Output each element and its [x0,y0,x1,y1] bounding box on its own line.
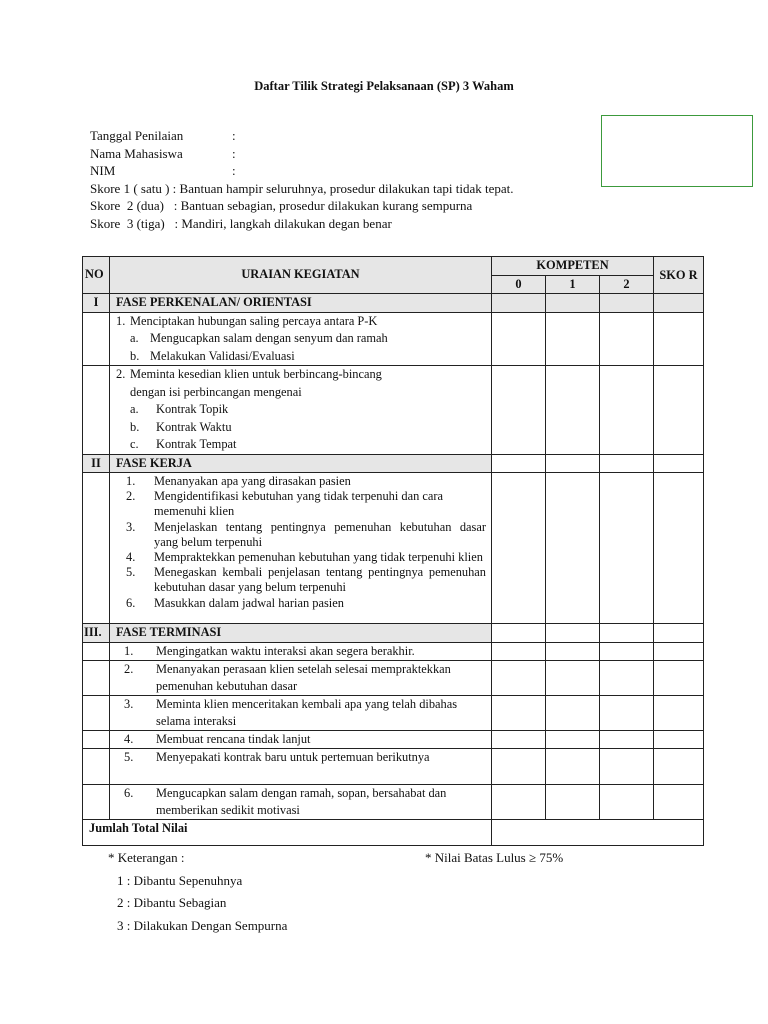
section-1-title: FASE PERKENALAN/ ORIENTASI [110,294,492,313]
score-cell[interactable] [600,642,654,660]
item-number: 1. [116,313,126,328]
score-cell[interactable] [654,695,704,730]
item-text: Masukkan dalam jadwal harian pasien [154,595,344,610]
terminasi-item-3 [110,695,492,730]
item-number: 4. [126,550,136,565]
sub-text: Mengucapkan salam dengan senyum dan ramah [150,331,388,345]
item-number: 6. [126,595,136,610]
item-number: 2. [124,661,134,676]
terminasi-item-2 [110,660,492,695]
score-cell[interactable] [492,784,546,819]
item-1-1 [110,312,492,366]
score-cell[interactable] [546,748,600,784]
no-cell [83,473,110,624]
item-text: Menanyakan apa yang dirasakan pasien [154,474,351,488]
score-cell[interactable] [600,624,654,643]
no-cell [83,730,110,748]
score-cell[interactable] [654,624,704,643]
no-cell [83,784,110,819]
total-label: Jumlah Total Nilai [83,819,492,845]
score-cell[interactable] [546,624,600,643]
nim-colon: : [232,163,236,178]
score-cell[interactable] [600,730,654,748]
item-text: Mengucapkan salam dengan ramah, sopan, bersahabat dan memberikan sedikit motivasi [156,785,447,817]
score-cell[interactable] [546,730,600,748]
score-cell[interactable] [492,473,546,624]
item-text: Mengidentifikasi kebutuhan yang tidak terpenuhi dan cara memenuhi klien [154,489,444,519]
header-k2: 2 [600,275,654,294]
score-cell[interactable] [492,695,546,730]
score-cell[interactable] [546,312,600,366]
item-text: Mengingatkan waktu interaksi akan segera berakhir. [156,643,415,658]
header-kompeten: KOMPETEN [492,257,654,276]
score-cell[interactable] [546,473,600,624]
score-cell[interactable] [654,312,704,366]
skore1-text: Skore 1 ( satu ) : Bantuan hampir seluruhnya, prosedur dilakukan tapi tidak tepat. [90,180,514,196]
keterangan-3: 3 : Dilakukan Dengan Sempurna [117,918,288,933]
score-cell[interactable] [492,730,546,748]
score-cell[interactable] [492,624,546,643]
keterangan-1: 1 : Dibantu Sepenuhnya [117,873,243,888]
sub-text: Kontrak Waktu [156,419,232,434]
score-cell[interactable] [600,454,654,473]
item-number: 5. [126,565,136,580]
item-text: Menciptakan hubungan saling percaya antara P-K [130,313,378,328]
score-cell[interactable] [654,366,704,455]
item-number: 4. [124,731,134,746]
item-number: 1. [126,474,136,488]
sub-text: Kontrak Topik [156,402,229,416]
no-cell [83,366,110,455]
score-cell[interactable] [600,784,654,819]
terminasi-item-6 [110,784,492,819]
item-number: 5. [124,749,134,764]
skore3-text: Skore 3 (tiga) : Mandiri, langkah dilakukan degan benar [90,215,392,231]
score-cell[interactable] [654,660,704,695]
score-cell[interactable] [654,294,704,313]
kerja-items [110,473,492,624]
score-cell[interactable] [654,642,704,660]
score-cell[interactable] [546,784,600,819]
score-cell[interactable] [492,748,546,784]
score-cell[interactable] [492,454,546,473]
score-cell[interactable] [600,660,654,695]
no-cell [83,312,110,366]
item-text: Meminta kesedian klien untuk berbincang-bincang [130,367,382,381]
no-cell [83,695,110,730]
sub-letter: a. [130,402,139,416]
section-1-no: I [83,294,110,313]
no-cell [83,660,110,695]
section-3-title: FASE TERMINASI [110,624,492,643]
item-text-cont: dengan isi perbincangan mengenai [130,384,302,399]
item-text: Menegaskan kembali penjelasan tentang pentingnya pemenuhan kebutuhan dasar yang belum terpenuhi [154,565,486,595]
nama-colon: : [232,145,236,161]
score-cell[interactable] [654,748,704,784]
item-text: Menyepakati kontrak baru untuk pertemuan berikutnya [156,749,430,764]
nama-label: Nama Mahasiswa [90,145,183,161]
item-number: 3. [126,519,136,534]
header-no: NO [83,257,110,294]
score-cell[interactable] [654,454,704,473]
item-1-2 [110,366,492,455]
nim-label: NIM [90,163,116,178]
score-cell[interactable] [654,473,704,624]
sub-letter: b. [130,348,140,363]
keterangan-2: 2 : Dibantu Sebagian [117,895,227,910]
sub-letter: b. [130,419,140,434]
sub-letter: c. [130,437,139,451]
score-cell[interactable] [492,642,546,660]
score-cell[interactable] [546,366,600,455]
score-cell[interactable] [546,695,600,730]
score-cell[interactable] [546,660,600,695]
sub-text: Kontrak Tempat [156,437,237,451]
score-cell[interactable] [600,294,654,313]
sub-letter: a. [130,331,139,345]
skore2-text: Skore 2 (dua) : Bantuan sebagian, prosedur dilakukan kurang sempurna [90,198,473,213]
item-text: Meminta klien menceritakan kembali apa yang telah dibahas selama interaksi [156,696,458,728]
score-cell[interactable] [654,784,704,819]
nilai-batas-lulus: * Nilai Batas Lulus ≥ 75% [425,850,564,865]
tanggal-label: Tanggal Penilaian [90,128,184,143]
item-text: Membuat rencana tindak lanjut [156,731,311,746]
item-number: 3. [124,696,134,711]
item-text: Menanyakan perasaan klien setelah selesai mempraktekkan pemenuhan kebutuhan dasar [156,661,451,693]
score-box [601,115,753,187]
score-cell[interactable] [546,642,600,660]
section-3-no: III. [83,624,110,643]
page-title: Daftar Tilik Strategi Pelaksanaan (SP) 3 Waham [254,79,514,93]
score-cell[interactable] [600,312,654,366]
score-cell[interactable] [492,294,546,313]
no-cell [83,748,110,784]
tanggal-colon: : [232,128,236,143]
item-number: 2. [116,367,126,381]
keterangan-label: * Keterangan : [108,850,185,865]
header-uraian: URAIAN KEGIATAN [110,257,492,294]
score-cell[interactable] [492,312,546,366]
score-cell[interactable] [654,730,704,748]
score-cell[interactable] [492,366,546,455]
score-cell[interactable] [600,748,654,784]
terminasi-item-5 [110,748,492,784]
header-skor: SKO R [654,257,704,294]
score-cell[interactable] [492,660,546,695]
header-k0: 0 [492,275,546,294]
section-2-no: II [83,454,110,473]
item-number: 1. [124,643,134,658]
score-cell[interactable] [600,695,654,730]
terminasi-item-1 [110,642,492,660]
item-text: Menjelaskan tentang pentingnya pemenuhan kebutuhan dasar yang belum terpenuhi [154,519,486,549]
no-cell [83,642,110,660]
score-cell[interactable] [546,294,600,313]
checklist-table [82,256,704,846]
sub-text: Melakukan Validasi/Evaluasi [150,348,295,363]
item-number: 6. [124,785,134,800]
terminasi-item-4 [110,730,492,748]
score-cell[interactable] [546,454,600,473]
item-text: Mempraktekkan pemenuhan kebutuhan yang tidak terpenuhi klien [154,550,483,565]
section-2-title: FASE KERJA [110,454,492,473]
header-k1: 1 [546,275,600,294]
total-value-cell[interactable] [492,819,704,845]
score-cell[interactable] [600,473,654,624]
item-number: 2. [126,489,136,504]
score-cell[interactable] [600,366,654,455]
